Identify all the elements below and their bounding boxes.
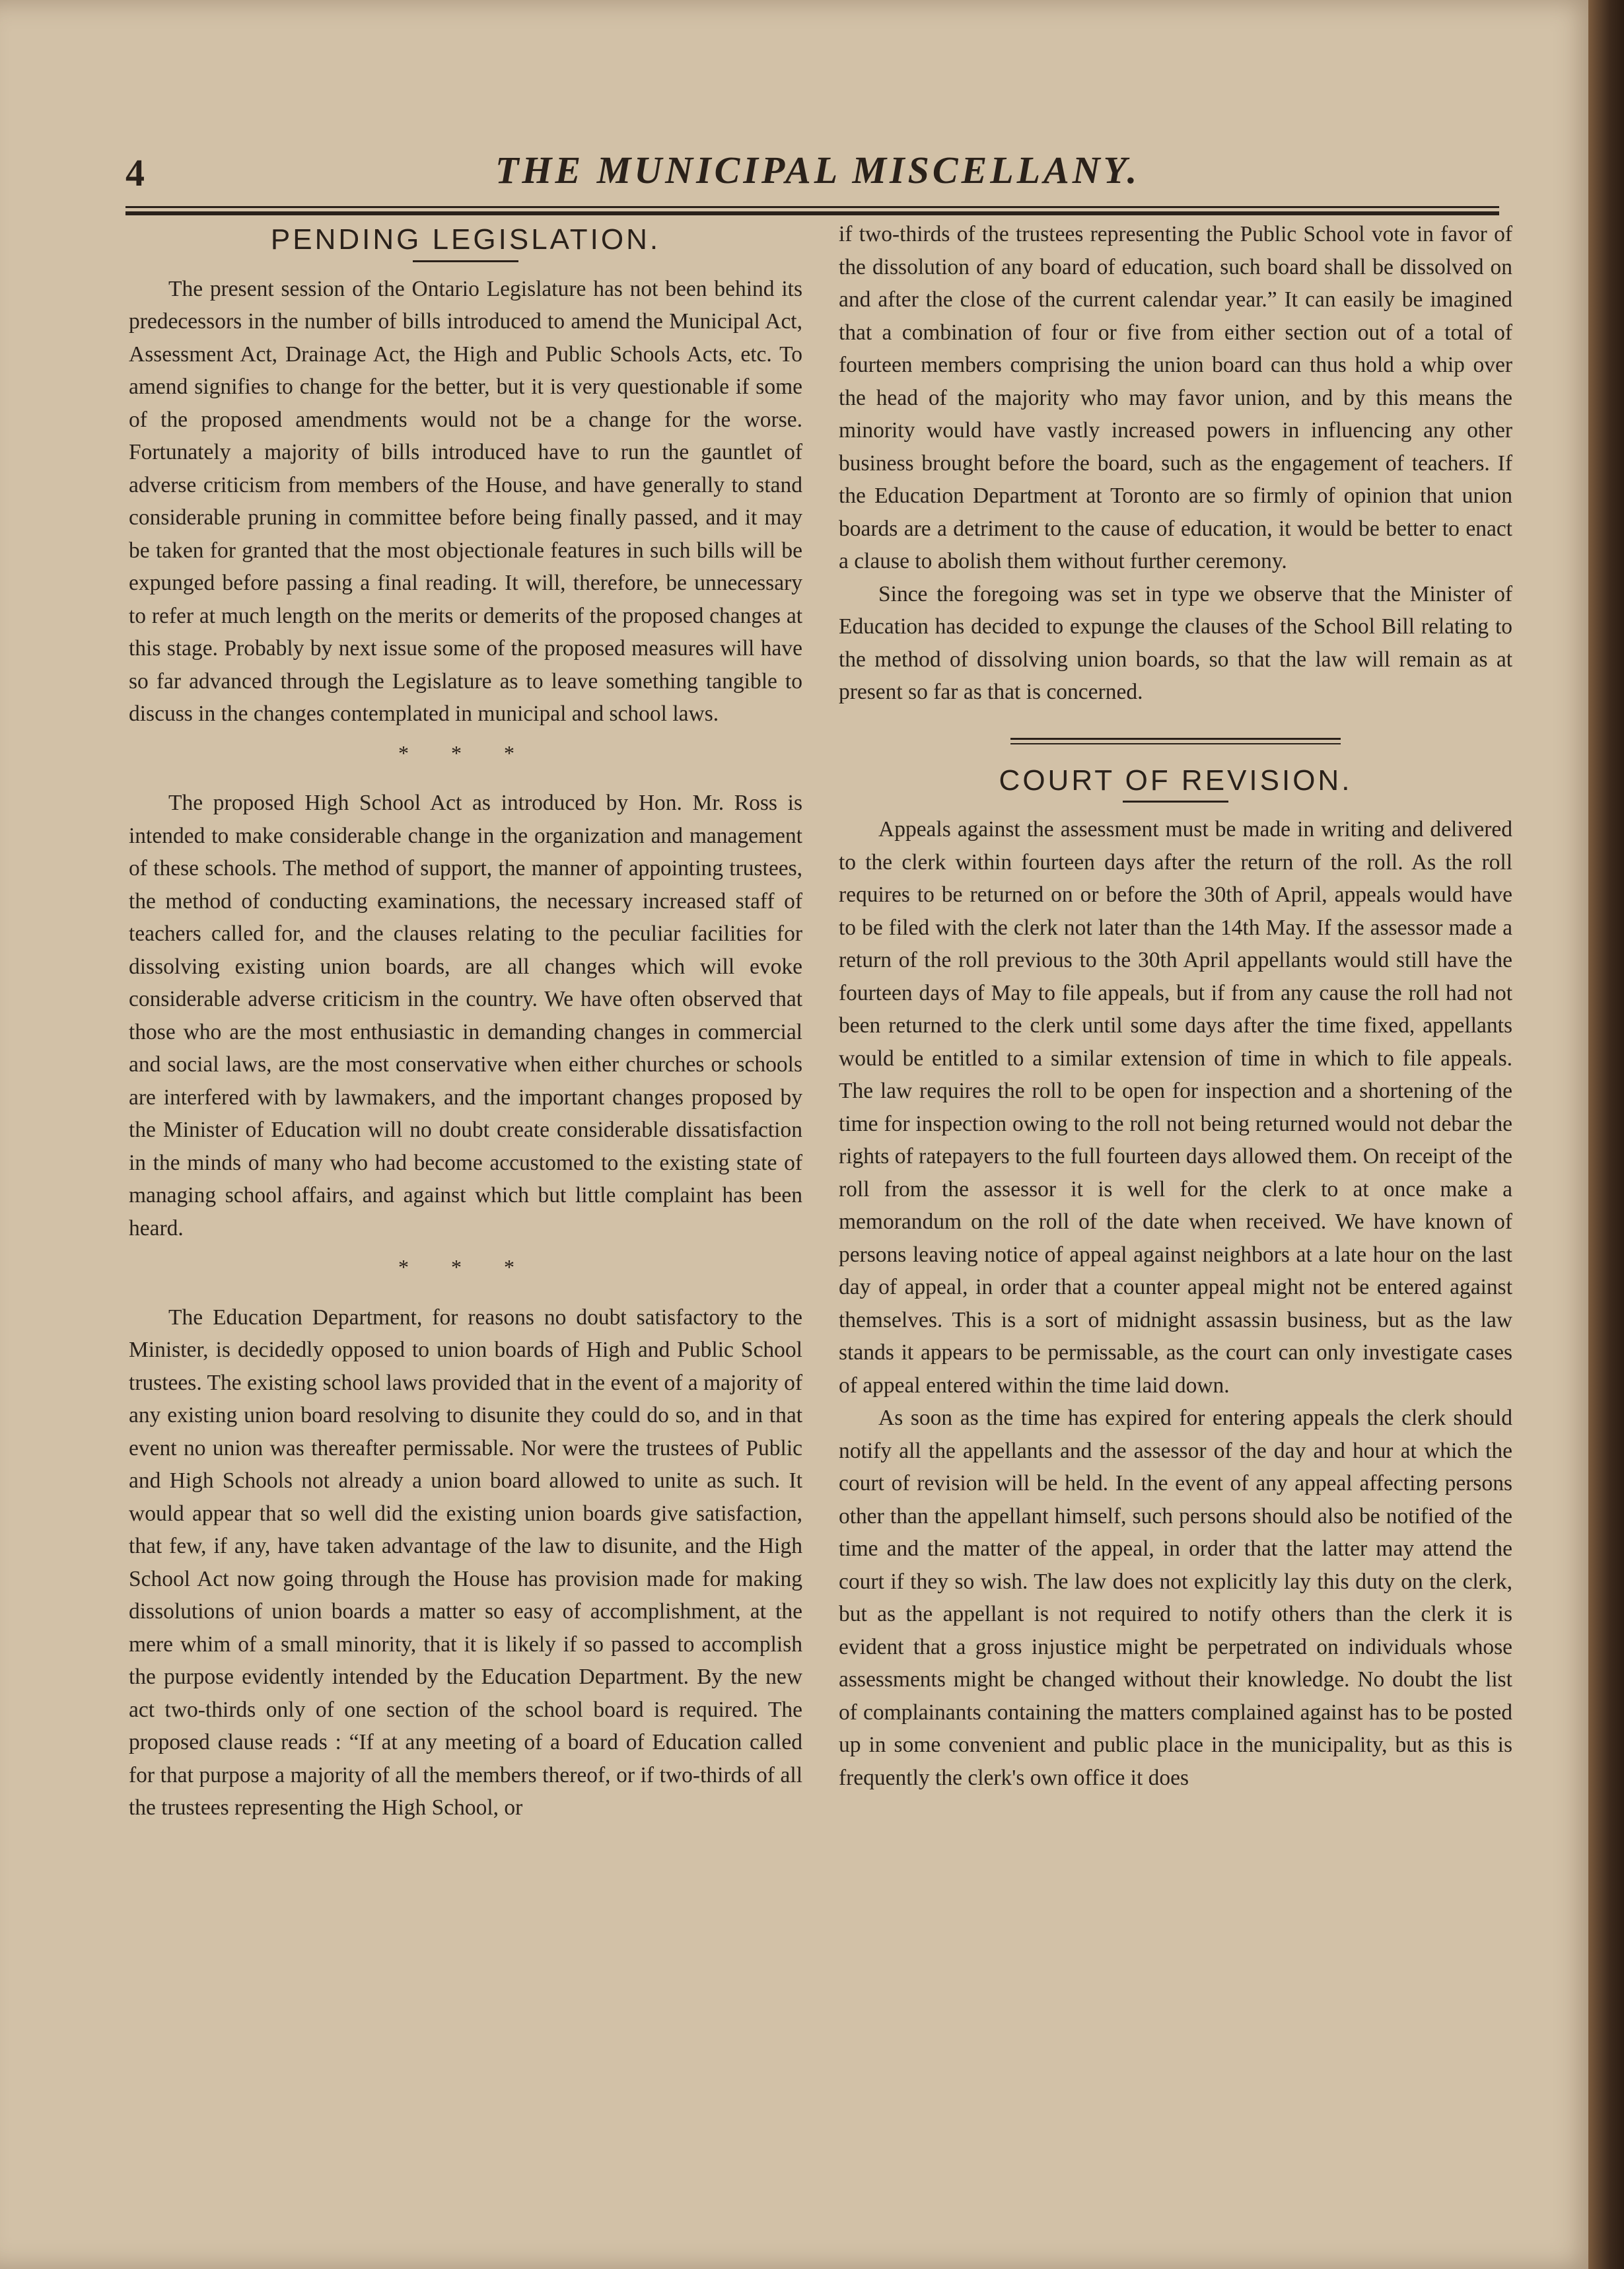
heading-underline [413, 260, 518, 262]
court-of-revision-heading: COURT OF REVISION. [999, 764, 1353, 797]
article-divider [1010, 738, 1341, 744]
pending-legislation-heading: PENDING LEGISLATION. [270, 223, 661, 256]
left-column [129, 218, 802, 1824]
page-header [119, 139, 1499, 205]
article-paragraph: The proposed High School Act as introduced by Hon. Mr. Ross is intended to make considerable change in the organization and management of these schools. The method of support, the manner of appointing trustees, the method of conducting examinations, the necessary increased staff of teachers called for, and the clauses relating to the peculiar facilities for dissolving existing union boards, are all changes which will evoke considerable adverse criticism in the country. We have often observed that those who are the most enthusiastic in demanding changes in commercial and social laws, are the most conservative when either churches or schools are interfered with by lawmakers, and the important changes proposed by the Minister of Education will no doubt create considerable dissatisfaction in the minds of many who had become accustomed to the existing state of managing school affairs, and against which but little complaint has been heard. [129, 791, 802, 1241]
article-paragraph: As soon as the time has expired for entering appeals the clerk should notify all the appellants and the assessor of the day and hour at which the court of revision will be held. In the event of any appeal affecting persons other than the appellant himself, such persons should also be notified of the time and the matter of the appeal, in order that the latter may attend the court if they so wish. The law does not explicitly lay this duty on the clerk, but as the appellant is not required to notify others than the clerk it is evident that a gross injustice might be perpetrated on individuals whose assessments might be changed without their knowledge. No doubt the list of complainants containing the matters complained against has to be posted up in some convenient and public place in the municipality, but as this is frequently the clerk's own office it does [839, 1406, 1512, 1790]
right-column [839, 218, 1512, 1794]
article-paragraph: if two-thirds of the trustees representing the Public School vote in favor of the dissolution of any board of education, such board shall be dissolved on and after the close of the current calendar year.” It can easily be imagined that a combination of four or five from either section out of a total of fourteen members comprising the union board can thus hold a whip over the head of the majority who may favor union, and by this means the minority would have vastly increased powers in influencing any other business brought before the board, such as the engagement of teachers. If the Education Department at Toronto are so firmly of opinion that union boards are a detriment to the cause of education, it would be better to enact a clause to abolish them without further ceremony. [839, 222, 1512, 573]
masthead-title: THE MUNICIPAL MISCELLANY. [495, 149, 1141, 192]
header-rule-thin [125, 206, 1499, 208]
article-paragraph: The present session of the Ontario Legislature has not been behind its predecessors in the number of bills introduced to amend the Municipal Act, Assessment Act, Drainage Act, the High and Public Schools Acts, etc. To amend signifies to change for the better, but it is very questionable if some of the proposed amendments would not be a change for the worse. Fortunately a majority of bills introduced have to run the gauntlet of adverse criticism from members of the House, and have generally to stand considerable pruning in committee before being finally passed, and it may be taken for granted that the most objectionale features in such bills will be expunged before passing a final reading. It will, therefore, be unnecessary to refer at much length on the merits or demerits of the proposed changes at this stage. Probably by next issue some of the proposed measures will have so far advanced through the Legislature as to leave something tangible to discuss in the changes contemplated in municipal and school laws. [129, 276, 802, 726]
section-separator: * * * [398, 740, 533, 765]
article-paragraph: Appeals against the assessment must be made in writing and delivered to the clerk within fourteen days after the return of the roll. As the roll requires to be returned on or before the 30th of April, appeals would have to be filed with the clerk not later than the 14th May. If the assessor made a return of the roll previous to the 30th April appellants would still have the fourteen days of May to file appeals, but if from any cause the roll had not been returned to the clerk until some days after the time fixed, appellants would be entitled to a similar extension of time in which to file appeals. The law requires the roll to be open for inspection and a shortening of the time for inspection owing to the roll not being returned would not debar the rights of ratepayers to the full fourteen days allowed them. On receipt of the roll from the assessor it is well for the clerk to at once make a memorandum on the roll of the date when received. We have known of persons leaving notice of appeal against neighbors at a late hour on the last day of appeal, in order that a counter appeal might not be entered against themselves. This is a sort of midnight assassin business, but as the law stands it appears to be permissable, as the court can only investigate cases of appeal entered within the time laid down. [839, 817, 1512, 1398]
article-paragraph: Since the foregoing was set in type we observe that the Minister of Education has decided to expunge the clauses of the School Bill relating to the method of dissolving union boards, so that the law will remain as at present so far as that is concerned. [839, 581, 1512, 704]
heading-underline [1123, 801, 1228, 803]
book-spine [1588, 0, 1624, 2269]
article-paragraph: The Education Department, for reasons no doubt satisfactory to the Minister, is decidedly opposed to union boards of High and Public School trustees. The existing school laws provided that in the event of a majority of any existing union board resolving to disunite they could do so, and in that event no union was thereafter permissable. Nor were the trustees of Public and High Schools not already a union board allowed to unite as such. It would appear that so well did the existing union boards give satisfaction, that few, if any, have taken advantage of the law to disunite, and the High School Act now going through the House has provision made for making dissolutions of union boards a matter so easy of accomplishment, at the mere whim of a small minority, that it is likely if so passed to accomplish the purpose evidently intended by the Education Department. By the new act two-thirds only of one section of the school board is required. The proposed clause reads : “If at any meeting of a board of Education called for that purpose a majority of all the members thereof, or if two-thirds of all the trustees representing the High School, or [129, 1305, 802, 1820]
header-rule-thick [125, 211, 1499, 215]
page-number: 4 [125, 151, 145, 194]
section-separator: * * * [398, 1255, 533, 1279]
